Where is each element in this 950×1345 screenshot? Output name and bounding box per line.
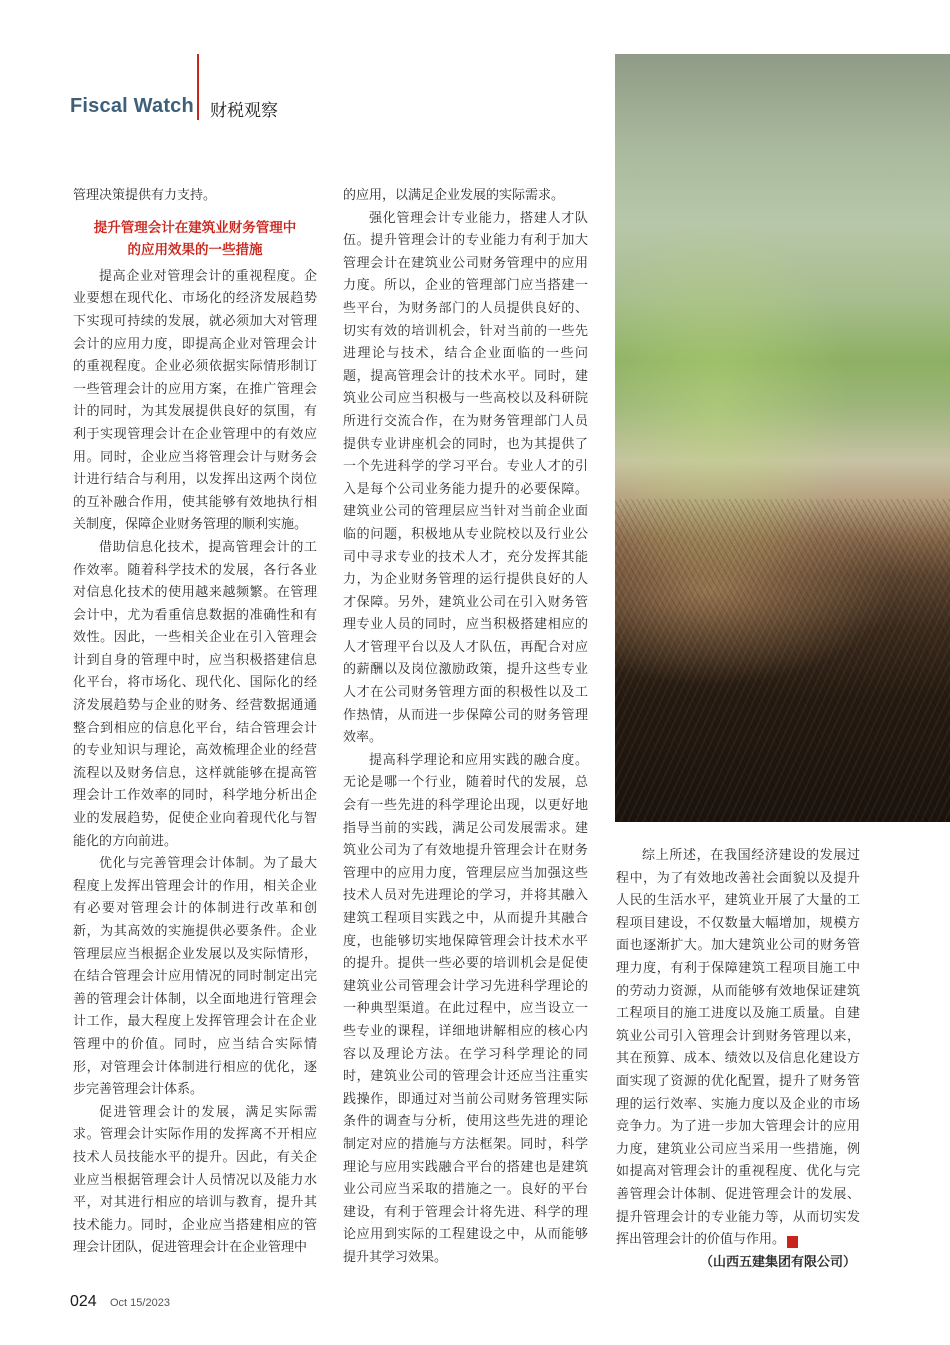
header-title-en: Fiscal Watch: [70, 95, 194, 117]
end-mark-icon: L: [787, 1236, 798, 1248]
subheading-line-2: 的应用效果的一些措施: [127, 242, 263, 259]
paragraph-system: 优化与完善管理会计体制。为了最大程度上发挥出管理会计的作用，相关企业有必要对管理会计的体制进行改革和创新，为其高效的实施提供必要条件。企业管理层应当根据企业发展以及实际情形，在结合管理会计应用情况的同时制定出完善的管理会计体制，以全面地进行管理会计工作，最大程度上发挥管理会计在企业管理中的价值。同时，应当结合实际情形，对管理会计体制进行相应的优化，逐步完善管理会计体系。: [73, 856, 317, 1098]
author-byline: （山西五建集团有限公司）: [699, 1254, 856, 1270]
page-number: 024: [70, 1293, 97, 1310]
section-subheading: [73, 217, 317, 262]
header-divider: [197, 54, 199, 120]
article-column-2: [343, 185, 588, 1270]
subheading-line-1: 提升管理会计在建筑业财务管理中: [93, 219, 297, 236]
issue-date: Oct 15/2023: [110, 1297, 170, 1309]
paragraph-talent: 强化管理会计专业能力，搭建人才队伍。提升管理会计的专业能力有利于加大管理会计在建筑业公司财务管理中的应用力度。所以，企业的管理部门应当搭建一些平台，为财务部门的人员提供良好的、切实有效的培训机会，针对当前的一些先进理论与技术，结合企业面临的一些问题，提高管理会计的技术水平。同时，建筑业公司应当积极与一些高校以及科研院所进行交流合作，在为财务管理部门人员提供专业讲座机会的同时，也为其提供了一个先进科学的学习平台。专业人才的引入是每个公司业务能力提升的必要保障。建筑业公司的管理层应当针对当前企业面临的问题，积极地从专业院校以及行业公司中寻求专业的技术人才，充分发挥其能力，为企业财务管理的运行提供良好的人才保障。另外，建筑业公司在引入财务管理专业人员的同时，应当积极搭建相应的人才管理平台以及人才队伍，再配合对应的薪酬以及岗位激励政策，提升这些专业人才在公司财务管理方面的积极性以及工作热情，从而进一步保障公司的财务管理效率。: [343, 210, 588, 746]
paragraph-theory-practice: 提高科学理论和应用实践的融合度。无论是哪一个行业，随着时代的发展，总会有一些先进的科学理论出现，以更好地指导当前的实践，满足公司发展需求。建筑业公司为了有效地提升管理会计在财务管理中的应用力度，管理层应当加强这些技术人员对先进理论的学习，并将其融入建筑工程项目实践之中，从而提升其融合度，也能够切实地保障管理会计技术水平的提升。提供一些必要的培训机会是促使建筑业公司管理会计学习先进科学理论的一种典型渠道。在此过程中，应当设立一些专业的课程，详细地讲解相应的核心内容以及理论方法。在学习科学理论的同时，建筑业公司的管理会计还应当注重实践操作，即通过对当前公司财务管理实际条件的调查与分析，使用这些先进的理论制定对应的措施与方法框架。同时，科学理论与应用实践融合平台的搭建也是建筑业公司应当采取的措施之一。良好的平台建设，有利于管理会计将先进、科学的理论应用到实际的工程建设之中，从而能够提升其学习效果。: [343, 752, 588, 1265]
paragraph-development: 促进管理会计的发展，满足实际需求。管理会计实际作用的发挥离不开相应技术人员技能水平的提升。因此，有关企业应当根据管理会计人员情况以及能力水平，对其进行相应的培训与教育，提升其技术能力。同时，企业应当搭建相应的管理会计团队，促进管理会计在企业管理中: [73, 1104, 317, 1256]
article-column-3: [616, 845, 860, 1274]
photo-soil-texture: [615, 499, 950, 822]
col2-continuation: 的应用，以满足企业发展的实际需求。: [343, 188, 565, 203]
paragraph-importance: 提高企业对管理会计的重视程度。企业要想在现代化、市场化的经济发展趋势下实现可持续的发展，就必须加大对管理会计的应用力度，即提高企业对管理会计的重视程度。企业必须依据实际情形制订一些管理会计的应用方案，在推广管理会计的同时，为其发展提供良好的氛围，有利于实现管理会计在企业管理中的有效应用。同时，企业应当将管理会计与财务会计进行结合与利用，以发挥出这两个岗位的互补融合作用，使其能够有效地执行相关制度，保障企业财务管理的顺利实施。: [73, 268, 317, 533]
paragraph-conclusion: [616, 845, 860, 1252]
header-title-cn: 财税观察: [210, 101, 278, 121]
sprout-soil-photo: [615, 54, 950, 822]
conclusion-text: 综上所述，在我国经济建设的发展过程中，为了有效地改善社会面貌以及提升人民的生活水平，建筑业开展了大量的工程项目建设，不仅数量大幅增加，规模方面也逐渐扩大。加大建筑业公司的财务管理力度，有利于保障建筑工程项目施工中的劳动力资源，从而能够有效地保证建筑工程项目的施工进度以及施工质量。自建筑业公司引入管理会计到财务管理以来，其在预算、成本、绩效以及信息化建设方面实现了资源的优化配置，提升了财务管理的运行效率、实施力度以及企业的市场竞争力。为了进一步加大管理会计的应用力度，建筑业公司应当采用一些措施，例如提高对管理会计的重视程度、优化与完善管理会计体制、促进管理会计的发展、提升管理会计的专业能力等，从而切实发挥出管理会计的价值与作用。: [616, 848, 860, 1248]
col1-intro: 管理决策提供有力支持。: [73, 188, 217, 203]
article-column-1: [73, 185, 317, 1260]
paragraph-informatization: 借助信息化技术，提高管理会计的工作效率。随着科学技术的发展，各行各业对信息化技术的使用越来越频繁。在管理会计中，尤为看重信息数据的准确性和有效性。因此，一些相关企业在引入管理会计到自身的管理中时，应当积极搭建信息化平台，将市场化、现代化、国际化的经济发展趋势与企业的财务、经营数据通通整合到相应的信息化平台，结合管理会计的专业知识与理论，高效梳理企业的经营流程以及财务信息，这样就能够在提高管理会计工作效率的同时，科学地分析出企业的发展趋势，促使企业向着现代化与智能化的方向前进。: [73, 539, 317, 849]
